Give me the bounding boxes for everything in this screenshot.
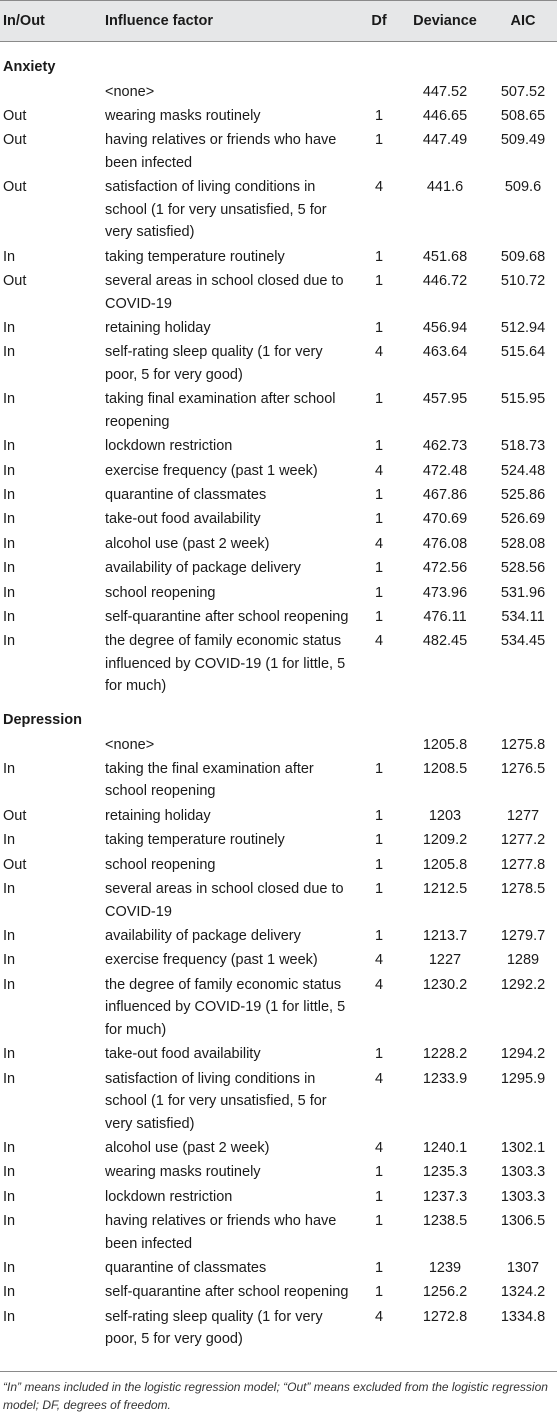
row-df: 4 [374,952,384,969]
row-df: 1 [374,319,384,336]
table-footnote: “In” means included in the logistic regression model; “Out” means excluded from the logistic regression model; DF, degrees of freedom. [3,1380,548,1412]
row-deviance: 1228.2 [422,1046,468,1063]
row-deviance: 447.49 [422,132,468,149]
row-aic: 1277.8 [500,856,546,873]
row-in-out: Out [3,273,27,289]
header-aic: AIC [510,13,536,29]
row-aic: 512.94 [500,319,546,336]
row-df: 1 [374,107,384,124]
row-df: 1 [374,1046,384,1063]
row-df: 1 [374,1260,384,1276]
row-df: 1 [374,273,384,289]
row-influence-factor: quarantine of classmates [105,1260,267,1276]
row-aic: 1307 [506,1260,540,1276]
row-deviance: 1238.5 [422,1213,468,1230]
header-deviance: Deviance [413,13,477,29]
row-influence-factor: satisfaction of living conditions in school (1 for very unsatisfied, 5 for very satisfied) [105,179,327,241]
row-aic: 509.49 [500,132,546,149]
row-df: 1 [374,760,384,777]
row-deviance: 1227 [428,952,462,969]
row-deviance: 1205.8 [422,736,468,753]
row-deviance: 463.64 [422,344,468,361]
row-df: 1 [374,584,384,601]
row-in-out: Out [3,856,27,873]
row-aic: 1277.2 [500,832,546,849]
row-influence-factor: taking the final examination after school reopening [105,760,314,800]
row-df: 4 [374,976,384,993]
row-df: 1 [374,832,384,849]
row-in-out: In [3,881,16,897]
row-aic: 534.11 [501,608,545,625]
row-deviance: 457.95 [422,391,468,408]
row-in-out: In [3,584,16,601]
row-in-out: In [3,608,16,625]
row-influence-factor: availability of package delivery [105,927,301,944]
row-influence-factor: school reopening [105,584,216,601]
row-in-out: In [3,391,16,408]
row-influence-factor: the degree of family economic status influenced by COVID-19 (1 for little, 5 for much) [105,976,346,1038]
row-df: 1 [374,438,384,455]
row-aic: 528.08 [500,535,546,552]
row-aic: 515.95 [500,391,546,408]
row-deviance: 446.65 [422,107,468,124]
row-influence-factor: self-quarantine after school reopening [105,1284,349,1301]
section-title: Depression [3,712,82,728]
row-influence-factor: taking temperature routinely [105,248,285,265]
row-aic: 508.65 [500,107,546,124]
row-df: 1 [374,856,384,873]
row-influence-factor: <none> [105,736,155,753]
row-df: 1 [374,608,384,625]
row-deviance: 1235.3 [422,1164,468,1181]
row-deviance: 467.86 [422,486,468,503]
row-aic: 1334.8 [500,1308,546,1325]
row-influence-factor: satisfaction of living conditions in school (1 for very unsatisfied, 5 for very satisfied) [105,1070,327,1132]
row-influence-factor: wearing masks routinely [105,1164,261,1181]
row-df: 4 [374,344,384,361]
row-in-out: In [3,535,16,552]
row-aic: 1276.5 [500,760,546,777]
row-aic: 1303.3 [500,1164,546,1181]
row-influence-factor: lockdown restriction [105,438,233,455]
row-influence-factor: retaining holiday [105,319,211,336]
row-deviance: 470.69 [422,511,468,528]
section-title: Anxiety [3,59,56,75]
row-influence-factor: retaining holiday [105,807,211,824]
row-deviance: 1203 [428,807,462,824]
row-influence-factor: take-out food availability [105,511,261,528]
row-deviance: 1239 [428,1260,462,1276]
row-in-out: In [3,1046,16,1063]
row-in-out: In [3,1308,16,1325]
row-aic: 510.72 [500,273,546,289]
row-deviance: 1213.7 [422,927,468,944]
row-df: 4 [374,1308,384,1325]
row-in-out: In [3,1070,16,1087]
row-aic: 1277 [506,807,540,824]
row-in-out: In [3,1284,16,1301]
row-aic: 1302.1 [500,1139,546,1156]
row-in-out: In [3,1139,16,1156]
row-in-out: In [3,760,16,777]
row-aic: 1294.2 [500,1046,546,1063]
row-df: 4 [374,462,384,479]
row-deviance: 1272.8 [422,1308,468,1325]
row-influence-factor: wearing masks routinely [105,107,261,124]
row-influence-factor: several areas in school closed due to COVID-19 [105,273,344,312]
row-df: 1 [374,248,384,265]
row-aic: 515.64 [500,344,546,361]
row-deviance: 1205.8 [422,856,468,873]
row-df: 1 [374,881,384,897]
row-df: 1 [374,927,384,944]
row-df: 1 [374,807,384,824]
row-deviance: 462.73 [422,438,468,455]
row-influence-factor: lockdown restriction [105,1188,233,1205]
row-in-out: In [3,560,16,577]
row-deviance: 451.68 [422,248,468,265]
row-in-out: In [3,976,16,993]
row-influence-factor: self-rating sleep quality (1 for very poor, 5 for very good) [105,344,323,383]
row-deviance: 446.72 [422,273,468,289]
row-df: 1 [374,560,384,577]
row-aic: 531.96 [500,584,546,601]
row-df: 1 [374,391,384,408]
row-in-out: In [3,319,16,336]
row-influence-factor: self-rating sleep quality (1 for very poor, 5 for very good) [105,1308,323,1348]
row-deviance: 1209.2 [422,832,468,849]
row-df: 4 [374,179,384,196]
row-aic: 1278.5 [500,881,546,897]
row-deviance: 456.94 [422,319,468,336]
row-in-out: Out [3,807,27,824]
row-aic: 1306.5 [500,1213,546,1230]
row-in-out: Out [3,179,27,196]
row-deviance: 441.6 [426,179,464,196]
row-in-out: In [3,462,16,479]
row-deviance: 473.96 [422,584,468,601]
row-in-out: In [3,952,16,969]
row-deviance: 472.56 [422,560,468,577]
row-deviance: 1240.1 [422,1139,468,1156]
row-df: 4 [374,535,384,552]
row-df: 1 [374,132,384,149]
row-influence-factor: self-quarantine after school reopening [105,608,349,625]
row-influence-factor: availability of package delivery [105,560,301,577]
row-aic: 526.69 [500,511,546,528]
row-deviance: 1256.2 [422,1284,468,1301]
row-aic: 534.45 [500,633,546,650]
row-df: 4 [374,633,384,650]
table-header [0,0,557,42]
row-df: 1 [374,486,384,503]
table-bottom-rule [0,1371,557,1372]
row-aic: 1275.8 [500,736,546,753]
row-aic: 1279.7 [500,927,546,944]
row-influence-factor: <none> [105,83,155,100]
header-in-out: In/Out [3,13,45,29]
row-in-out: Out [3,107,27,124]
row-influence-factor: having relatives or friends who have been infected [105,132,337,171]
row-aic: 509.6 [504,179,542,196]
row-deviance: 476.08 [422,535,468,552]
row-deviance: 1233.9 [422,1070,468,1087]
row-df: 1 [374,1284,384,1301]
row-aic: 507.52 [500,83,546,100]
row-in-out: In [3,344,16,361]
row-aic: 528.56 [500,560,546,577]
row-in-out: In [3,1260,16,1276]
row-in-out: Out [3,132,27,149]
row-deviance: 482.45 [422,633,468,650]
row-aic: 1292.2 [500,976,546,993]
row-in-out: In [3,486,16,503]
row-influence-factor: having relatives or friends who have been infected [105,1213,337,1252]
row-in-out: In [3,511,16,528]
row-influence-factor: several areas in school closed due to COVID-19 [105,881,344,920]
row-influence-factor: taking final examination after school reopening [105,391,336,430]
row-aic: 525.86 [500,486,546,503]
row-influence-factor: exercise frequency (past 1 week) [105,952,318,969]
row-deviance: 447.52 [422,83,468,100]
row-influence-factor: take-out food availability [105,1046,261,1063]
row-influence-factor: the degree of family economic status influenced by COVID-19 (1 for little, 5 for much) [105,633,346,695]
row-in-out: In [3,1213,16,1230]
row-in-out: In [3,633,16,650]
row-in-out: In [3,1188,16,1205]
row-deviance: 1212.5 [422,881,468,897]
row-aic: 509.68 [500,248,546,265]
row-in-out: In [3,1164,16,1181]
row-df: 1 [374,1213,384,1230]
row-aic: 518.73 [500,438,546,455]
row-df: 4 [374,1070,384,1087]
row-aic: 1303.3 [500,1188,546,1205]
row-deviance: 1208.5 [422,760,468,777]
row-aic: 1295.9 [500,1070,546,1087]
row-in-out: In [3,248,16,265]
row-in-out: In [3,438,16,455]
row-influence-factor: taking temperature routinely [105,832,285,849]
row-influence-factor: alcohol use (past 2 week) [105,1139,270,1156]
row-df: 4 [374,1139,384,1156]
header-df: Df [371,13,387,29]
row-in-out: In [3,832,16,849]
row-aic: 1289 [506,952,540,969]
row-deviance: 1230.2 [422,976,468,993]
row-df: 1 [374,1188,384,1205]
row-deviance: 1237.3 [422,1188,468,1205]
row-influence-factor: quarantine of classmates [105,486,267,503]
row-deviance: 476.11 [423,608,467,625]
row-influence-factor: exercise frequency (past 1 week) [105,462,318,479]
row-df: 1 [374,511,384,528]
row-df: 1 [374,1164,384,1181]
row-in-out: In [3,927,16,944]
row-influence-factor: alcohol use (past 2 week) [105,535,270,552]
row-aic: 1324.2 [500,1284,546,1301]
row-aic: 524.48 [500,462,546,479]
header-influence-factor: Influence factor [105,13,213,29]
row-deviance: 472.48 [422,462,468,479]
row-influence-factor: school reopening [105,856,216,873]
